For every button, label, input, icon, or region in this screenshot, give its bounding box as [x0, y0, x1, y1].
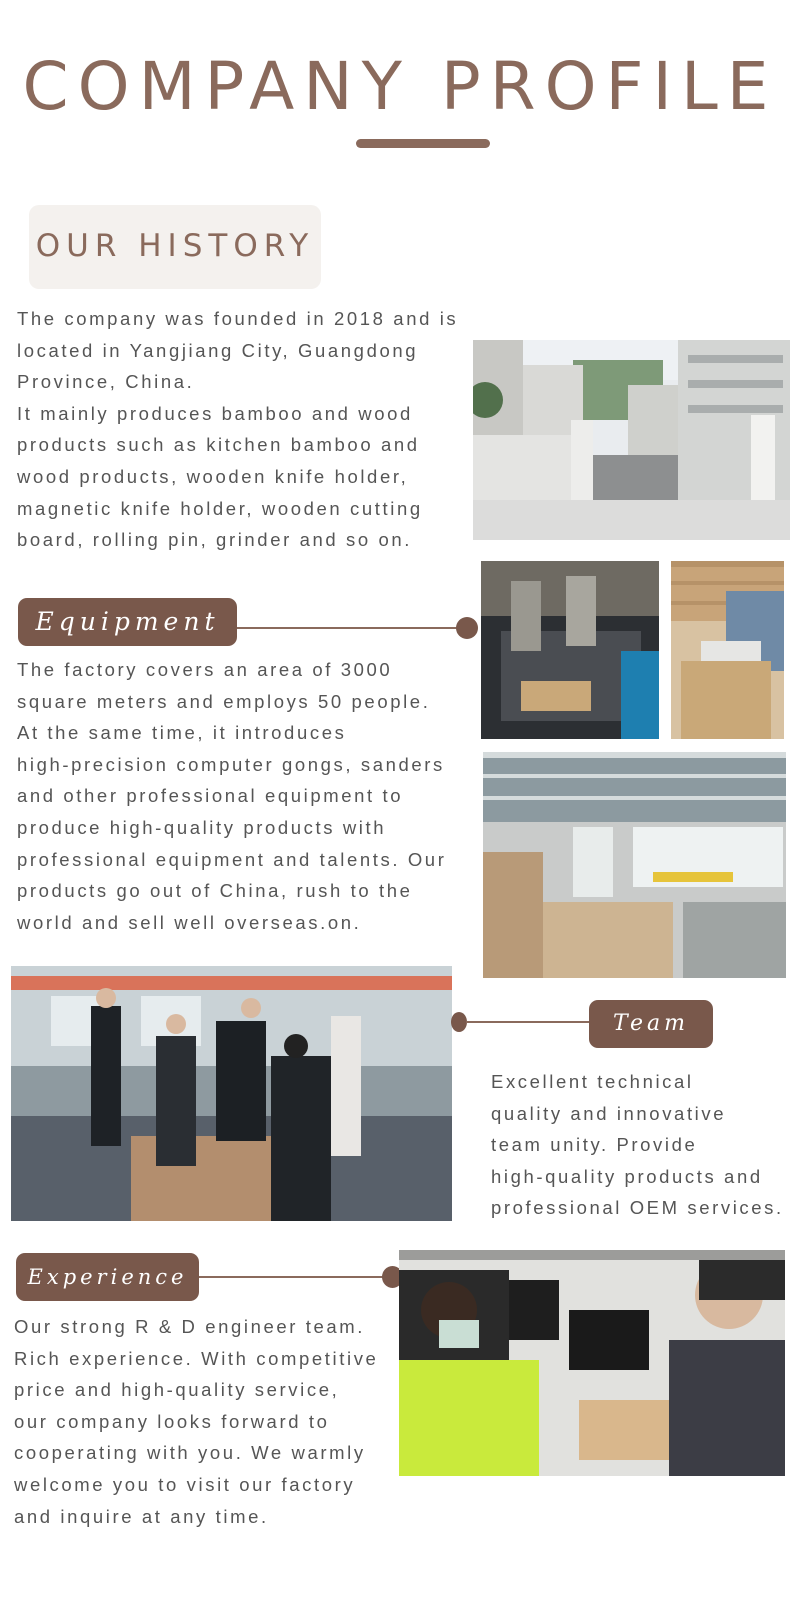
experience-text: Our strong R & D engineer team. Rich experience. With competitive price and high-quality service, our company looks forward to cooperating with you. We warmly welcome you to visit our factory and inquire at any time. — [14, 1316, 379, 1527]
experience-connector-line — [199, 1276, 392, 1278]
team-heading: Team — [589, 1000, 713, 1048]
title-underline — [356, 139, 490, 148]
equipment-text: The factory covers an area of 3000 square meters and employs 50 people. At the same time, it introduces high-precision computer gongs, sanders and other professional equipment to produce high-quality products with professional equipment and talents. Our products go out of China, rush to the world and sell well overseas.on. — [17, 659, 447, 933]
team-meeting-photo — [11, 966, 452, 1221]
team-connector-dot — [451, 1012, 467, 1032]
equipment-connector-dot — [456, 617, 478, 639]
factory-floor-photo — [483, 752, 786, 978]
equipment-heading: Equipment — [18, 598, 237, 646]
engineers-working-photo — [399, 1250, 785, 1476]
team-connector-line — [466, 1021, 589, 1023]
page-title: COMPANY PROFILE — [22, 48, 778, 125]
team-text: Excellent technical quality and innovative team unity. Provide high-quality products and professional OEM services. — [491, 1071, 784, 1219]
equipment-connector-line — [237, 627, 460, 629]
experience-heading: Experience — [16, 1253, 199, 1301]
cnc-machine-photo — [481, 561, 659, 739]
worker-sanding-photo — [671, 561, 784, 739]
factory-gate-photo — [473, 340, 790, 540]
history-text: The company was founded in 2018 and is located in Yangjiang City, Guangdong Province, China. It mainly produces bamboo and wood products such as kitchen bamboo and wood products, wooden knife holder, magnetic knife holder, wooden cutting board, rolling pin, grinder and so on. — [17, 308, 459, 551]
history-heading: OUR HISTORY — [35, 228, 315, 264]
